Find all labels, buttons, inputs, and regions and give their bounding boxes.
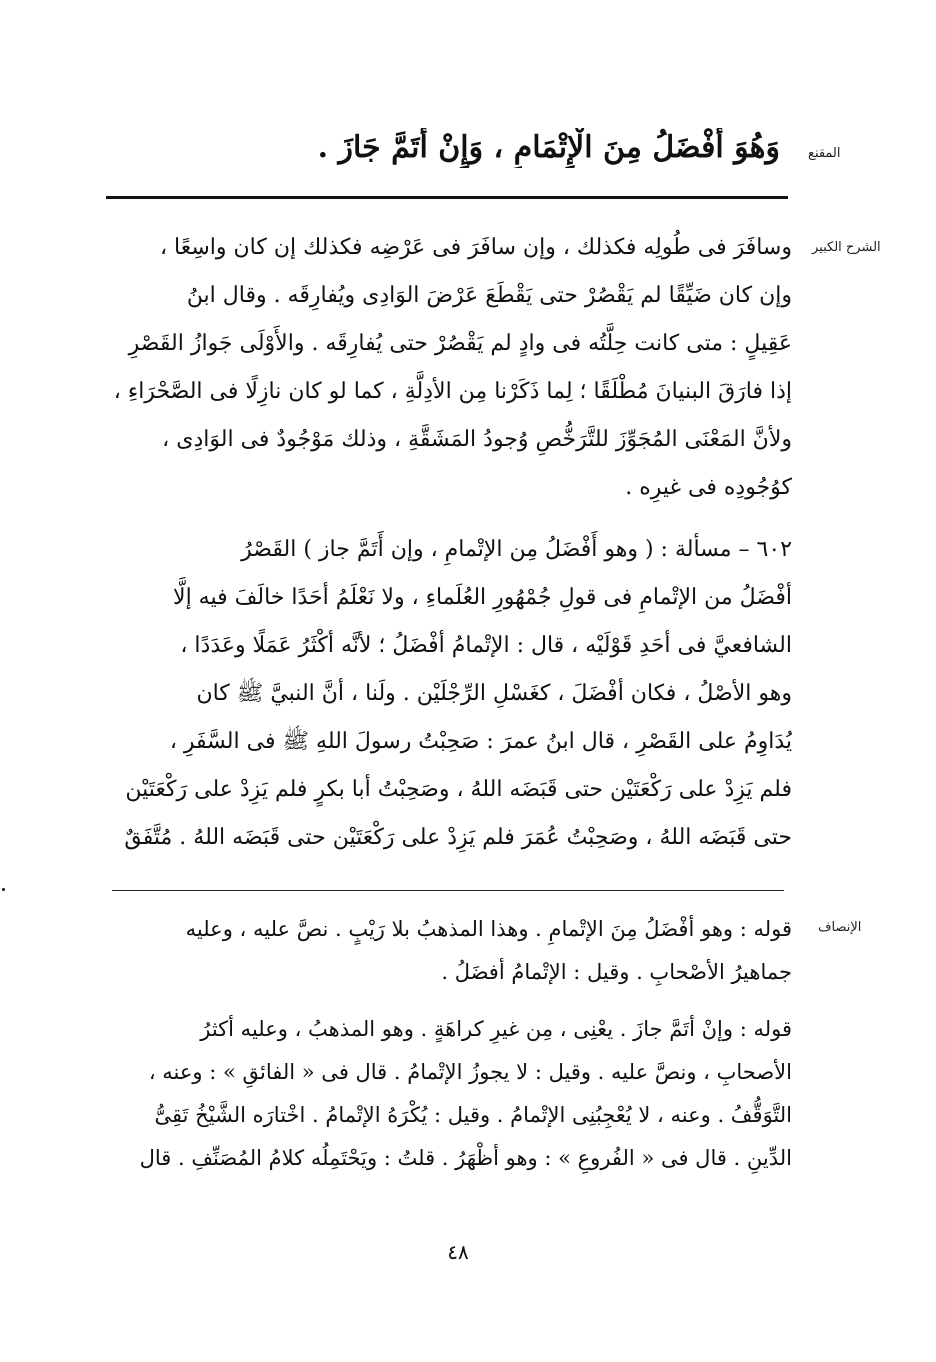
sharh-line: أفْضَلُ من الإتْمامِ فى قولِ جُمْهُورِ العُلَماءِ ، ولا نَعْلَمُ أحَدًا خالَفَ فيه إلَّا xyxy=(173,585,792,610)
insaf-paragraph-1 xyxy=(106,908,792,994)
insaf-line: الأصحابِ ، ونصَّ عليه . وقيل : لا يجوزُ الإتْمامُ . قال فى « الفائقِ » : وعنه ، xyxy=(148,1060,792,1084)
sharh-line: يُدَاوِمُ على القَصْرِ ، قال ابنُ عمرَ : صَحِبْتُ رسولَ اللهِ ﷺ فى السَّفَرِ ، xyxy=(169,729,792,754)
sharh-paragraph-1 xyxy=(106,224,792,512)
muqni-line: وَهُوَ أَفْضَلُ مِنَ الْإِتْمَامِ ، وَإِنْ أَتَمَّ جَازَ . xyxy=(317,130,780,165)
page-number: ٤٨ xyxy=(447,1240,469,1264)
sharh-paragraph-2 xyxy=(106,526,792,862)
insaf-line: جماهيرُ الأصْحابِ . وقيل : الإتْمامُ أفضَلُ . xyxy=(441,960,792,984)
sharh-line: ولأنَّ المَعْنَى المُجَوِّزَ للتَّرَخُّصِ وُجودُ المَشَقَّةِ ، وذلك مَوْجُودٌ فى الوَادِى ، xyxy=(162,427,792,452)
insaf-line: التَّوَقُّفُ . وعنه ، لا يُعْجِبُنِى الإتْمامُ . وقيل : يُكْرَهُ الإتْمامُ . اخْتارَه الشَّيْخُ تَقِىُّ xyxy=(154,1103,792,1127)
sharh-text xyxy=(106,224,792,862)
sharh-line: وإن كان ضَيِّقًا لم يَقْصُرْ حتى يَقْطَعَ عَرْضَ الوَادِى ويُفارِقَه . وقال ابنُ xyxy=(186,283,792,308)
insaf-line: قوله : وهو أفْضَلُ مِنَ الإتْمامِ . وهذا المذهبُ بلا رَيْبٍ . نصَّ عليه ، وعليه xyxy=(185,917,792,941)
sharh-line: إذا فارَقَ البنيانَ مُطْلَقًا ؛ لِما ذَكَرْنا مِن الأدِلَّةِ ، كما لو كان نازِلًا فى الصَّحْرَاءِ ، xyxy=(113,379,792,404)
insaf-label: الإنصاف xyxy=(818,920,862,935)
insaf-text xyxy=(106,908,792,1180)
insaf-line: قوله : وإنْ أتَمَّ جازَ . يعْنِى ، مِن غيرِ كراهَةٍ . وهو المذهبُ ، وعليه أكثرُ xyxy=(200,1017,792,1041)
header-divider xyxy=(106,196,788,199)
muqni-label: المقنع xyxy=(808,146,841,161)
sharh-line: حتى قَبَضَه اللهُ ، وصَحِبْتُ عُمَرَ فلم يَزِدْ على رَكْعَتَيْن حتى قَبَضَه اللهُ . مُتَّفَقٌ xyxy=(124,825,792,850)
insaf-divider xyxy=(112,890,784,891)
sharh-label: الشرح الكبير xyxy=(812,240,881,255)
sharh-line: عَقِيلٍ : متى كانت حِلَّتُه فى وادٍ لم يَقْصُرْ حتى يُفارِقَه . والأَوْلَى جَوازُ القَصْرِ xyxy=(128,331,792,356)
sharh-line: الشافعيَّ فى أحَدِ قَوْلَيْه ، قال : الإتْمامُ أفْضَلُ ؛ لأنَّه أكْثَرُ عَمَلًا وعَدَدًا ، xyxy=(180,633,792,658)
insaf-line: الدِّينِ . قال فى « الفُروعِ » : وهو أظْهَرُ . قلتُ : ويَحْتَمِلُه كلامُ المُصَنِّفِ . قال xyxy=(139,1146,792,1170)
muqni-text xyxy=(300,128,780,168)
sharh-line: فلم يَزِدْ على رَكْعَتَيْن حتى قَبَضَه اللهُ ، وصَحِبْتُ أبا بكرٍ فلم يَزِدْ على رَكْعَتَيْن xyxy=(125,777,792,802)
sharh-line: ٦٠٢ – مسألة : ( وهو أَفْضَلُ مِن الإتْمامِ ، وإن أَتَمَّ جاز ) القَصْرُ xyxy=(241,537,792,562)
sharh-line: وهو الأصْلُ ، فكان أفْضَلَ ، كغَسْلِ الرِّجْلَيْن . ولَنا ، أنَّ النبيَّ ﷺ كان xyxy=(196,681,792,706)
sharh-line: كوُجُودِه فى غيرِه . xyxy=(625,475,792,500)
insaf-paragraph-2 xyxy=(106,1008,792,1180)
sharh-line: وسافَرَ فى طُولِه فكذلك ، وإن سافَرَ فى عَرْضِه فكذلك إن كان واسِعًا ، xyxy=(159,235,792,260)
scan-speck xyxy=(2,888,5,891)
